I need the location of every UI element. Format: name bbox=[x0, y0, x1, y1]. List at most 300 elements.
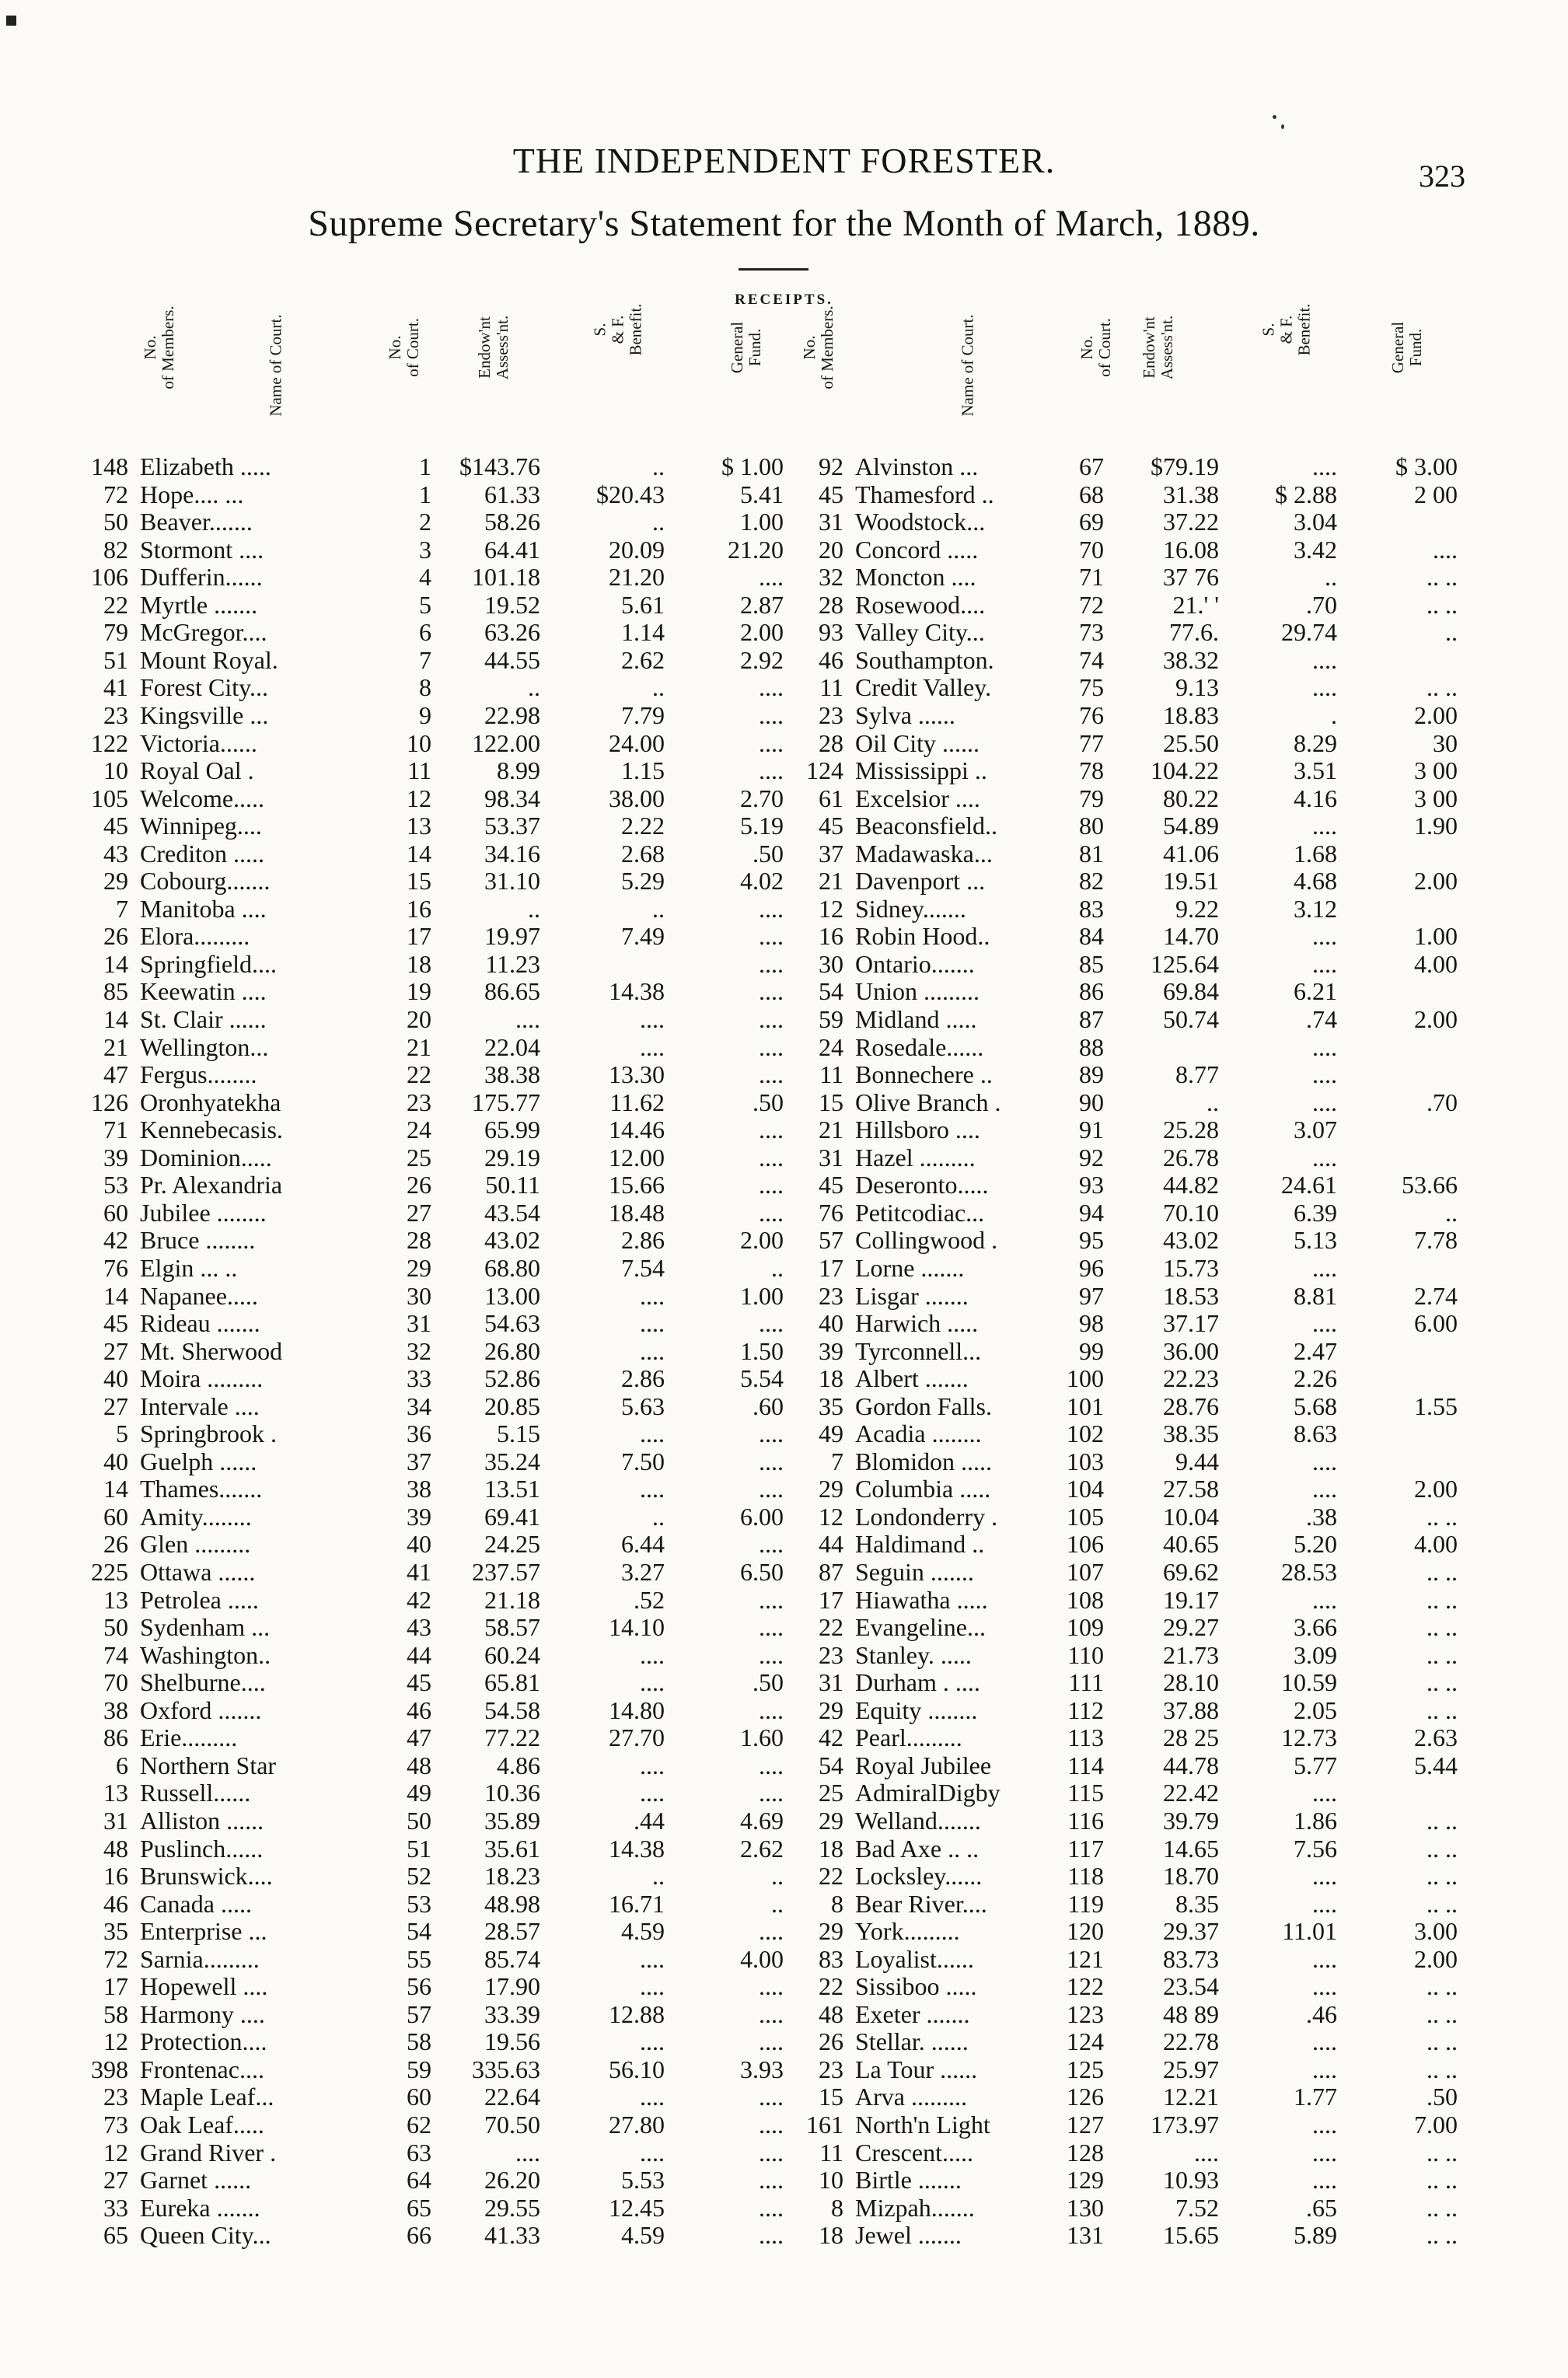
table-cell: Elora......... bbox=[140, 922, 250, 950]
table-cell: 53.37 bbox=[484, 812, 540, 840]
table-cell: .70 bbox=[1427, 1088, 1458, 1116]
table-cell: 93 bbox=[819, 618, 843, 646]
table-cell: .... bbox=[1312, 1447, 1337, 1475]
table-cell: 2.92 bbox=[740, 646, 784, 674]
table-row bbox=[0, 618, 1568, 646]
table-cell: .. bbox=[652, 895, 665, 923]
table-cell: 5.68 bbox=[1294, 1392, 1337, 1420]
table-cell: 12 bbox=[819, 1503, 843, 1531]
table-cell: 23 bbox=[819, 701, 843, 729]
table-cell: 6.44 bbox=[621, 1530, 665, 1558]
table-row bbox=[0, 2000, 1568, 2028]
table-cell: 22 bbox=[407, 1060, 431, 1088]
table-cell: .... bbox=[759, 922, 784, 950]
table-cell: 22.78 bbox=[1163, 2027, 1219, 2055]
table-cell: 114 bbox=[1067, 1751, 1104, 1779]
table-cell: 11.23 bbox=[485, 950, 540, 978]
table-cell: 53 bbox=[103, 1171, 128, 1199]
table-row bbox=[0, 1005, 1568, 1033]
table-cell: 33 bbox=[407, 1364, 431, 1392]
table-cell: 67 bbox=[1079, 452, 1104, 480]
table-cell: 4.68 bbox=[1294, 867, 1337, 895]
table-cell: Wellington... bbox=[140, 1033, 269, 1061]
table-cell: .... bbox=[759, 1060, 784, 1088]
table-cell: 26 bbox=[407, 1171, 431, 1199]
table-cell: .... bbox=[1312, 646, 1337, 674]
table-cell: Harwich ..... bbox=[855, 1309, 979, 1337]
table-cell: 2.70 bbox=[740, 784, 784, 812]
table-cell: 28 bbox=[407, 1226, 431, 1254]
table-row bbox=[0, 1144, 1568, 1172]
table-cell: 4.00 bbox=[1414, 950, 1458, 978]
table-cell: 5.53 bbox=[621, 2166, 665, 2194]
table-cell: 70.10 bbox=[1163, 1199, 1219, 1227]
table-cell: Midland ..... bbox=[855, 1005, 977, 1033]
table-cell: 85.74 bbox=[484, 1945, 540, 1973]
table-cell: Manitoba .... bbox=[140, 895, 267, 923]
table-row bbox=[0, 1309, 1568, 1337]
table-cell: .... bbox=[759, 1309, 784, 1337]
table-cell: Davenport ... bbox=[855, 867, 986, 895]
table-cell: 18.70 bbox=[1163, 1862, 1219, 1890]
table-cell: .. bbox=[652, 508, 665, 536]
table-cell: 98.34 bbox=[484, 784, 540, 812]
table-row bbox=[0, 950, 1568, 978]
table-cell: 8.29 bbox=[1294, 729, 1337, 757]
table-cell: Bruce ........ bbox=[140, 1226, 256, 1254]
table-cell: 6.00 bbox=[1414, 1309, 1458, 1337]
table-cell: .... bbox=[640, 1282, 665, 1310]
column-header bbox=[1388, 321, 1427, 442]
table-cell: 5.29 bbox=[621, 867, 665, 895]
table-row bbox=[0, 1917, 1568, 1945]
table-cell: .. .. bbox=[1427, 1558, 1458, 1586]
table-row bbox=[0, 1586, 1568, 1614]
column-header-label: General Fund. bbox=[728, 321, 764, 374]
table-cell: 5.54 bbox=[740, 1364, 784, 1392]
column-header-label: No. of Court. bbox=[386, 318, 422, 377]
table-cell: 7.52 bbox=[1175, 2194, 1219, 2222]
table-cell: 12.21 bbox=[1163, 2083, 1219, 2111]
table-cell: Moncton .... bbox=[855, 563, 976, 591]
table-cell: 48 bbox=[407, 1751, 431, 1779]
table-cell: 37 bbox=[819, 840, 843, 868]
table-cell: 44.82 bbox=[1163, 1171, 1219, 1199]
table-cell: 5.44 bbox=[1414, 1751, 1458, 1779]
table-cell: 2.00 bbox=[1414, 1945, 1458, 1973]
table-cell: 107 bbox=[1067, 1558, 1104, 1586]
table-cell: 10 bbox=[407, 729, 431, 757]
table-cell: 23 bbox=[819, 1641, 843, 1669]
table-cell: .. bbox=[1445, 618, 1458, 646]
table-cell: .... bbox=[1312, 1144, 1337, 1172]
table-cell: 50.74 bbox=[1163, 1005, 1219, 1033]
column-header bbox=[590, 303, 645, 442]
table-cell: Eureka ....... bbox=[140, 2194, 260, 2222]
table-cell: 54.58 bbox=[484, 1696, 540, 1724]
table-cell: 10.36 bbox=[484, 1779, 540, 1807]
table-cell: .. bbox=[1207, 1088, 1219, 1116]
table-row bbox=[0, 1199, 1568, 1227]
table-cell: .... bbox=[759, 2027, 784, 2055]
table-cell: 8 bbox=[419, 673, 431, 701]
table-cell: 35.89 bbox=[484, 1807, 540, 1835]
table-cell: 22 bbox=[103, 591, 128, 619]
table-cell: 3.07 bbox=[1294, 1116, 1337, 1144]
table-cell: .. bbox=[771, 1862, 784, 1890]
table-cell: 12 bbox=[103, 2139, 128, 2167]
table-cell: 6 bbox=[419, 618, 431, 646]
table-cell: .. .. bbox=[1427, 2166, 1458, 2194]
table-cell: 124 bbox=[806, 756, 843, 784]
table-cell: Acadia ........ bbox=[855, 1419, 982, 1447]
table-cell: 26 bbox=[819, 2027, 843, 2055]
table-cell: 5 bbox=[419, 591, 431, 619]
table-cell: Hope.... ... bbox=[140, 480, 244, 508]
table-cell: 60.24 bbox=[484, 1641, 540, 1669]
table-cell: Evangeline... bbox=[855, 1613, 986, 1641]
table-cell: 17 bbox=[819, 1254, 843, 1282]
table-cell: 103 bbox=[1067, 1447, 1104, 1475]
table-cell: 68 bbox=[1079, 480, 1104, 508]
table-cell: 21 bbox=[819, 1116, 843, 1144]
table-cell: 63.26 bbox=[484, 618, 540, 646]
column-header-label: General Fund. bbox=[1388, 321, 1425, 374]
table-cell: .... bbox=[1312, 2139, 1337, 2167]
table-cell: 50.11 bbox=[485, 1171, 540, 1199]
table-cell: .... bbox=[1312, 1033, 1337, 1061]
table-cell: .. bbox=[771, 1890, 784, 1918]
table-cell: 72 bbox=[103, 1945, 128, 1973]
table-cell: .... bbox=[1312, 812, 1337, 840]
table-cell: Royal Jubilee bbox=[855, 1751, 992, 1779]
column-header-label: No. of Members. bbox=[141, 306, 177, 389]
table-cell: 14 bbox=[103, 1282, 128, 1310]
table-cell: 64 bbox=[407, 2166, 431, 2194]
table-cell: 55 bbox=[407, 1945, 431, 1973]
table-cell: .. .. bbox=[1427, 1613, 1458, 1641]
table-cell: .... bbox=[1312, 1254, 1337, 1282]
table-row bbox=[0, 2221, 1568, 2249]
table-cell: .... bbox=[640, 1779, 665, 1807]
table-cell: 161 bbox=[806, 2111, 843, 2139]
table-cell: 17 bbox=[407, 922, 431, 950]
table-cell: Haldimand .. bbox=[855, 1530, 985, 1558]
table-cell: 11.01 bbox=[1282, 1917, 1337, 1945]
table-row bbox=[0, 922, 1568, 950]
table-row bbox=[0, 840, 1568, 868]
table-cell: 16.08 bbox=[1163, 536, 1219, 564]
table-row bbox=[0, 701, 1568, 729]
table-row bbox=[0, 1779, 1568, 1807]
table-cell: .. bbox=[528, 673, 540, 701]
table-cell: 10 bbox=[103, 756, 128, 784]
table-cell: .. .. bbox=[1427, 1807, 1458, 1835]
table-cell: 34.16 bbox=[484, 840, 540, 868]
table-cell: 25.50 bbox=[1163, 729, 1219, 757]
table-cell: 38.35 bbox=[1163, 1419, 1219, 1447]
table-cell: 91 bbox=[1079, 1116, 1104, 1144]
table-cell: 14 bbox=[103, 1005, 128, 1033]
table-cell: .. bbox=[652, 673, 665, 701]
table-cell: 93 bbox=[1079, 1171, 1104, 1199]
table-cell: McGregor.... bbox=[140, 618, 267, 646]
table-cell: 115 bbox=[1067, 1779, 1104, 1807]
table-cell: 74 bbox=[1079, 646, 1104, 674]
table-cell: 118 bbox=[1067, 1862, 1104, 1890]
table-cell: 85 bbox=[1079, 950, 1104, 978]
table-cell: 31 bbox=[407, 1309, 431, 1337]
table-cell: 42 bbox=[407, 1586, 431, 1614]
table-cell: 2.86 bbox=[621, 1364, 665, 1392]
table-cell: 35 bbox=[103, 1917, 128, 1945]
table-row bbox=[0, 591, 1568, 619]
table-cell: 175.77 bbox=[472, 1088, 540, 1116]
table-cell: .... bbox=[1312, 1060, 1337, 1088]
table-cell: 54.89 bbox=[1163, 812, 1219, 840]
table-cell: .38 bbox=[1306, 1503, 1337, 1531]
table-cell: Durham . .... bbox=[855, 1668, 980, 1696]
table-cell: 28.57 bbox=[484, 1917, 540, 1945]
table-row bbox=[0, 1171, 1568, 1199]
column-header-label: Endow'nt Assess'nt. bbox=[475, 315, 512, 380]
table-cell: 70 bbox=[103, 1668, 128, 1696]
table-cell: 3.12 bbox=[1294, 895, 1337, 923]
table-cell: 14.38 bbox=[609, 1835, 665, 1863]
table-cell: 4.69 bbox=[740, 1807, 784, 1835]
table-cell: $143.76 bbox=[459, 452, 540, 480]
table-cell: 48.98 bbox=[484, 1890, 540, 1918]
table-cell: 1.50 bbox=[740, 1337, 784, 1365]
table-cell: 2.63 bbox=[1414, 1723, 1458, 1751]
table-row bbox=[0, 2055, 1568, 2083]
table-cell: 28 bbox=[819, 729, 843, 757]
table-cell: 121 bbox=[1067, 1945, 1104, 1973]
table-cell: 18 bbox=[819, 2221, 843, 2249]
page-corner-mark bbox=[6, 16, 16, 26]
table-cell: 10 bbox=[819, 2166, 843, 2194]
table-cell: 24 bbox=[407, 1116, 431, 1144]
table-row bbox=[0, 1337, 1568, 1365]
table-cell: Mt. Sherwood bbox=[140, 1337, 283, 1365]
table-cell: 4.00 bbox=[1414, 1530, 1458, 1558]
table-cell: 24.61 bbox=[1281, 1171, 1337, 1199]
table-cell: 83 bbox=[1079, 895, 1104, 923]
table-cell: 21.73 bbox=[1163, 1641, 1219, 1669]
table-cell: 58 bbox=[407, 2027, 431, 2055]
table-cell: 52 bbox=[407, 1862, 431, 1890]
table-cell: 22 bbox=[819, 1613, 843, 1641]
table-cell: 94 bbox=[1079, 1199, 1104, 1227]
table-cell: 17 bbox=[103, 1972, 128, 2000]
table-cell: 120 bbox=[1067, 1917, 1104, 1945]
table-cell: 25 bbox=[819, 1779, 843, 1807]
table-cell: 45 bbox=[407, 1668, 431, 1696]
table-cell: 24 bbox=[819, 1033, 843, 1061]
table-cell: .... bbox=[640, 1309, 665, 1337]
table-cell: 59 bbox=[819, 1005, 843, 1033]
table-row bbox=[0, 1613, 1568, 1641]
table-cell: Jewel ....... bbox=[855, 2221, 962, 2249]
table-cell: 96 bbox=[1079, 1254, 1104, 1282]
table-cell: Bad Axe .. .. bbox=[855, 1835, 980, 1863]
table-cell: 29.19 bbox=[484, 1144, 540, 1172]
table-cell: .... bbox=[759, 1475, 784, 1503]
table-cell: 26.78 bbox=[1163, 1144, 1219, 1172]
table-cell: .... bbox=[759, 1530, 784, 1558]
table-cell: .... bbox=[1194, 2139, 1219, 2167]
table-cell: St. Clair ...... bbox=[140, 1005, 267, 1033]
table-cell: Erie......... bbox=[140, 1723, 238, 1751]
table-cell: 1.15 bbox=[621, 756, 665, 784]
table-cell: 31 bbox=[103, 1807, 128, 1835]
table-cell: .... bbox=[759, 1586, 784, 1614]
table-cell: Brunswick.... bbox=[140, 1862, 273, 1890]
table-cell: 11.62 bbox=[609, 1088, 665, 1116]
table-cell: .. bbox=[771, 1254, 784, 1282]
table-cell: Glen ......... bbox=[140, 1530, 251, 1558]
table-cell: 15.66 bbox=[609, 1171, 665, 1199]
table-cell: Russell...... bbox=[140, 1779, 251, 1807]
table-cell: 1.90 bbox=[1414, 812, 1458, 840]
table-cell: 7.79 bbox=[621, 701, 665, 729]
table-row bbox=[0, 1668, 1568, 1696]
table-cell: 66 bbox=[407, 2221, 431, 2249]
table-cell: 3.66 bbox=[1294, 1613, 1337, 1641]
table-cell: .... bbox=[1312, 452, 1337, 480]
table-cell: .. .. bbox=[1427, 563, 1458, 591]
table-cell: 28.53 bbox=[1281, 1558, 1337, 1586]
table-cell: .... bbox=[640, 1419, 665, 1447]
table-cell: .50 bbox=[753, 1088, 784, 1116]
table-cell: 80.22 bbox=[1163, 784, 1219, 812]
table-cell: 43 bbox=[407, 1613, 431, 1641]
table-cell: 13 bbox=[103, 1779, 128, 1807]
table-cell: 18.53 bbox=[1163, 1282, 1219, 1310]
table-cell: 57 bbox=[407, 2000, 431, 2028]
table-cell: 128 bbox=[1067, 2139, 1104, 2167]
table-cell: Crescent..... bbox=[855, 2139, 973, 2167]
table-cell: 54 bbox=[819, 1751, 843, 1779]
table-cell: 29 bbox=[819, 1475, 843, 1503]
table-row bbox=[0, 784, 1568, 812]
table-cell: 25.97 bbox=[1163, 2055, 1219, 2083]
table-cell: Hopewell .... bbox=[140, 1972, 268, 2000]
table-cell: 14.46 bbox=[609, 1116, 665, 1144]
table-cell: 50 bbox=[103, 508, 128, 536]
table-row bbox=[0, 1530, 1568, 1558]
table-cell: 38 bbox=[407, 1475, 431, 1503]
table-cell: 20.09 bbox=[609, 536, 665, 564]
table-cell: 46 bbox=[819, 646, 843, 674]
table-cell: .... bbox=[759, 1751, 784, 1779]
table-cell: Fergus........ bbox=[140, 1060, 257, 1088]
table-cell: Madawaska... bbox=[855, 840, 993, 868]
table-cell: 56 bbox=[407, 1972, 431, 2000]
table-cell: 8.99 bbox=[497, 756, 540, 784]
table-cell: 7.56 bbox=[1294, 1835, 1337, 1863]
page-number: 323 bbox=[1419, 159, 1465, 194]
table-cell: 17 bbox=[819, 1586, 843, 1614]
table-cell: 38 bbox=[103, 1696, 128, 1724]
table-cell: 10.04 bbox=[1163, 1503, 1219, 1531]
table-cell: .... bbox=[759, 895, 784, 923]
table-cell: 47 bbox=[407, 1723, 431, 1751]
table-cell: 59 bbox=[407, 2055, 431, 2083]
table-cell: 2.00 bbox=[1414, 701, 1458, 729]
table-cell: Northern Star bbox=[140, 1751, 277, 1779]
table-cell: .... bbox=[759, 1917, 784, 1945]
table-cell: 15.65 bbox=[1163, 2221, 1219, 2249]
table-cell: .... bbox=[759, 1033, 784, 1061]
table-cell: 18 bbox=[819, 1835, 843, 1863]
table-cell: 27 bbox=[103, 2166, 128, 2194]
table-cell: 13.30 bbox=[609, 1060, 665, 1088]
table-cell: 20 bbox=[819, 536, 843, 564]
table-cell: 31 bbox=[819, 1144, 843, 1172]
table-cell: 5.61 bbox=[621, 591, 665, 619]
table-cell: 19.51 bbox=[1163, 867, 1219, 895]
table-cell: Stormont .... bbox=[140, 536, 264, 564]
table-cell: Dufferin...... bbox=[140, 563, 263, 591]
table-cell: 65.99 bbox=[484, 1116, 540, 1144]
table-cell: 63 bbox=[407, 2139, 431, 2167]
table-cell: 54.63 bbox=[484, 1309, 540, 1337]
table-cell: York......... bbox=[855, 1917, 960, 1945]
table-cell: 29 bbox=[407, 1254, 431, 1282]
table-row bbox=[0, 1392, 1568, 1420]
table-cell: 12.00 bbox=[609, 1144, 665, 1172]
table-cell: Beaver....... bbox=[140, 508, 253, 536]
table-cell: 28 bbox=[819, 591, 843, 619]
table-cell: Albert ....... bbox=[855, 1364, 969, 1392]
table-cell: 81 bbox=[1079, 840, 1104, 868]
table-cell: .65 bbox=[1306, 2194, 1337, 2222]
table-cell: 26 bbox=[103, 922, 128, 950]
table-cell: 95 bbox=[1079, 1226, 1104, 1254]
table-cell: .... bbox=[640, 2027, 665, 2055]
table-cell: Locksley...... bbox=[855, 1862, 983, 1890]
column-header-label: No. of Members. bbox=[800, 306, 836, 389]
table-cell: $ 3.00 bbox=[1395, 452, 1458, 480]
table-cell: .... bbox=[640, 2083, 665, 2111]
table-cell: .... bbox=[640, 1972, 665, 2000]
table-cell: 3 00 bbox=[1414, 784, 1458, 812]
table-cell: 148 bbox=[91, 452, 128, 480]
table-cell: 25 bbox=[407, 1144, 431, 1172]
table-row bbox=[0, 508, 1568, 536]
table-row bbox=[0, 2166, 1568, 2194]
print-speck bbox=[1273, 115, 1276, 119]
table-cell: 105 bbox=[1067, 1503, 1104, 1531]
table-cell: 22.42 bbox=[1163, 1779, 1219, 1807]
table-cell: .... bbox=[1312, 2166, 1337, 2194]
table-cell: 8 bbox=[831, 2194, 843, 2222]
table-cell: Sidney....... bbox=[855, 895, 966, 923]
table-cell: 86.65 bbox=[484, 977, 540, 1005]
table-cell: .... bbox=[1312, 1945, 1337, 1973]
table-cell: 1.68 bbox=[1294, 840, 1337, 868]
table-cell: 111 bbox=[1068, 1668, 1104, 1696]
table-cell: 5.20 bbox=[1294, 1530, 1337, 1558]
table-cell: 69.62 bbox=[1163, 1558, 1219, 1586]
column-header bbox=[257, 314, 295, 442]
column-header-label: Name of Court. bbox=[958, 314, 977, 417]
table-cell: .... bbox=[759, 729, 784, 757]
table-cell: 1.14 bbox=[621, 618, 665, 646]
table-row bbox=[0, 2194, 1568, 2222]
table-cell: 1.00 bbox=[740, 508, 784, 536]
